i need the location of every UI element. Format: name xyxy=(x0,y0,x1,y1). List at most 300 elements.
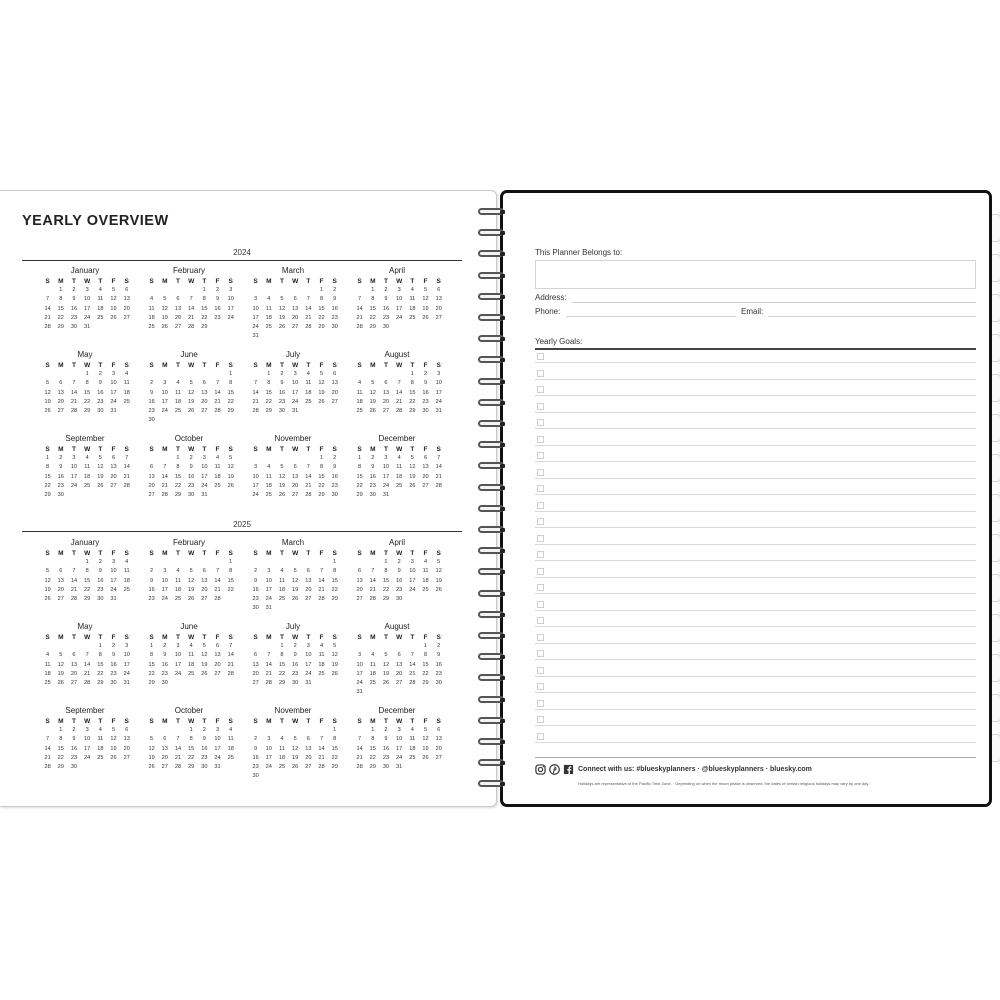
day-cell: 12 xyxy=(57,661,64,668)
day-cell: 23 xyxy=(396,586,403,593)
day-cell: 3 xyxy=(229,287,233,293)
weekday-header: T xyxy=(410,550,415,557)
index-tab[interactable] xyxy=(992,654,1000,682)
index-tab[interactable] xyxy=(992,374,1000,402)
weekday-header: T xyxy=(279,634,284,641)
weekday-header: T xyxy=(98,362,103,369)
empty-cell xyxy=(171,370,184,379)
day-cell: 15 xyxy=(369,305,376,312)
goal-line[interactable] xyxy=(535,626,976,627)
day-cell: 13 xyxy=(214,652,221,659)
day-cell: 8 xyxy=(189,736,193,743)
day-cell: 21 xyxy=(174,754,182,761)
month-grid xyxy=(353,361,441,416)
empty-cell xyxy=(158,454,171,463)
day-cell: 17 xyxy=(123,661,130,668)
index-tab[interactable] xyxy=(992,574,1000,602)
goal-checkbox[interactable] xyxy=(537,353,544,360)
day-cell: 8 xyxy=(371,296,375,303)
weekday-header: S xyxy=(332,362,337,369)
day-cell: 28 xyxy=(44,324,51,331)
day-cell: 7 xyxy=(215,380,220,387)
day-cell: 10 xyxy=(252,305,259,312)
day-cell: 3 xyxy=(163,380,167,387)
day-cell: 26 xyxy=(278,324,286,331)
day-cell: 9 xyxy=(111,652,116,659)
day-cell: 20 xyxy=(435,305,442,312)
day-cell: 14 xyxy=(84,661,91,668)
day-cell: 22 xyxy=(44,482,51,489)
index-tab[interactable] xyxy=(992,494,1000,522)
day-cell: 16 xyxy=(201,745,208,752)
day-cell: 5 xyxy=(59,652,63,659)
day-cell: 14 xyxy=(252,389,259,396)
day-cell: 16 xyxy=(278,389,286,396)
goal-checkbox[interactable] xyxy=(537,683,544,690)
goal-checkbox[interactable] xyxy=(537,617,544,624)
day-cell: 12 xyxy=(292,745,299,752)
day-cell: 29 xyxy=(44,492,51,499)
day-cell: 4 xyxy=(319,643,324,649)
weekday-header: W xyxy=(84,634,91,641)
index-tab[interactable] xyxy=(992,414,1000,442)
day-cell: 12 xyxy=(188,389,195,396)
day-cell: 31 xyxy=(356,689,363,696)
empty-cell xyxy=(158,370,171,379)
spiral-ring xyxy=(476,673,528,683)
spiral-ring xyxy=(476,207,528,217)
day-cell: 3 xyxy=(85,287,89,293)
goal-checkbox[interactable] xyxy=(537,452,544,459)
weekday-header: T xyxy=(175,278,180,285)
index-tab[interactable] xyxy=(992,734,1000,762)
weekday-header: M xyxy=(266,634,272,641)
day-cell: 29 xyxy=(331,764,338,771)
day-cell: 6 xyxy=(333,371,337,377)
day-cell: 28 xyxy=(356,324,363,331)
month-grid xyxy=(41,717,129,772)
day-cell: 30 xyxy=(188,492,195,499)
index-tab[interactable] xyxy=(992,454,1000,482)
weekday-header: S xyxy=(124,718,129,725)
day-cell: 16 xyxy=(292,661,299,668)
day-cell: 11 xyxy=(422,568,429,575)
day-cell: 26 xyxy=(44,596,51,603)
day-cell: 2 xyxy=(72,287,76,293)
day-cell: 6 xyxy=(163,736,167,743)
day-cell: 28 xyxy=(70,408,78,415)
month-name: March xyxy=(281,266,305,275)
day-cell: 1 xyxy=(59,287,63,293)
goal-line[interactable] xyxy=(535,362,976,363)
day-cell: 18 xyxy=(318,661,325,668)
day-cell: 14 xyxy=(356,305,363,312)
goal-line[interactable] xyxy=(535,610,976,611)
weekday-header: M xyxy=(162,278,168,285)
day-cell: 19 xyxy=(227,473,234,480)
day-cell: 27 xyxy=(305,596,312,603)
day-cell: 6 xyxy=(125,287,129,293)
day-cell: 11 xyxy=(123,380,130,387)
day-cell: 2 xyxy=(333,455,337,461)
goal-checkbox[interactable] xyxy=(537,436,544,443)
day-cell: 19 xyxy=(292,754,299,761)
day-cell: 25 xyxy=(369,680,376,687)
day-cell: 19 xyxy=(161,314,168,321)
owner-name-field[interactable] xyxy=(535,260,976,289)
day-cell: 3 xyxy=(384,455,388,461)
weekday-header: W xyxy=(84,278,91,285)
weekday-header: T xyxy=(71,278,76,285)
goal-checkbox[interactable] xyxy=(537,667,544,674)
day-cell: 28 xyxy=(396,408,403,415)
day-cell: 17 xyxy=(396,305,403,312)
day-cell: 14 xyxy=(265,661,272,668)
index-tab[interactable] xyxy=(992,294,1000,322)
goal-line[interactable] xyxy=(535,478,976,479)
weekday-header: S xyxy=(332,278,337,285)
day-cell: 5 xyxy=(98,455,102,461)
email-line[interactable] xyxy=(768,316,976,317)
weekday-header: T xyxy=(306,718,311,725)
weekday-header: M xyxy=(58,718,64,725)
weekday-header: T xyxy=(98,278,103,285)
goal-checkbox[interactable] xyxy=(537,403,544,410)
day-cell: 14 xyxy=(123,464,130,471)
weekday-header: T xyxy=(175,634,180,641)
weekday-header: T xyxy=(71,634,76,641)
day-cell: 21 xyxy=(227,661,234,668)
empty-cell xyxy=(302,558,315,567)
month-name: September xyxy=(65,434,105,443)
day-cell: 16 xyxy=(70,745,78,752)
goal-checkbox[interactable] xyxy=(537,535,544,542)
weekday-header: T xyxy=(410,718,415,725)
goal-line[interactable] xyxy=(535,428,976,429)
day-cell: 8 xyxy=(176,464,180,471)
day-cell: 12 xyxy=(369,389,376,396)
day-cell: 29 xyxy=(148,680,155,687)
day-cell: 16 xyxy=(422,389,429,396)
empty-cell xyxy=(81,642,94,651)
day-cell: 7 xyxy=(306,464,310,471)
index-tab[interactable] xyxy=(992,214,1000,242)
day-cell: 15 xyxy=(278,661,286,668)
day-cell: 9 xyxy=(293,652,297,659)
day-cell: 10 xyxy=(84,736,91,743)
day-cell: 12 xyxy=(44,577,51,584)
month-grid xyxy=(41,445,129,500)
day-cell: 31 xyxy=(305,680,312,687)
goal-checkbox[interactable] xyxy=(537,634,544,641)
day-cell: 22 xyxy=(369,754,376,761)
day-cell: 24 xyxy=(84,754,91,761)
day-cell: 13 xyxy=(305,745,312,752)
empty-cell xyxy=(145,558,158,567)
weekday-header: S xyxy=(228,362,233,369)
day-cell: 5 xyxy=(437,559,441,565)
phone-line[interactable] xyxy=(566,316,736,317)
weekday-header: W xyxy=(188,718,195,725)
weekday-header: S xyxy=(253,278,258,285)
weekday-header: W xyxy=(292,446,299,453)
spiral-ring xyxy=(476,567,528,577)
spiral-ring xyxy=(476,249,528,259)
goal-checkbox[interactable] xyxy=(537,502,544,509)
day-cell: 8 xyxy=(98,652,102,659)
day-cell: 11 xyxy=(279,577,285,584)
goal-line[interactable] xyxy=(535,379,976,380)
day-cell: 2 xyxy=(437,643,441,649)
goal-line[interactable] xyxy=(535,659,976,660)
day-cell: 28 xyxy=(227,670,234,677)
spiral-ring xyxy=(476,228,528,238)
day-cell: 24 xyxy=(382,482,390,489)
weekday-header: T xyxy=(306,278,311,285)
day-cell: 14 xyxy=(188,305,195,312)
index-tab[interactable] xyxy=(992,534,1000,562)
goal-checkbox[interactable] xyxy=(537,419,544,426)
day-cell: 12 xyxy=(188,577,195,584)
month-november-2025 xyxy=(249,706,337,782)
day-cell: 26 xyxy=(331,670,338,677)
weekday-header: T xyxy=(306,550,311,557)
goal-line[interactable] xyxy=(535,445,976,446)
index-tab[interactable] xyxy=(992,254,1000,282)
day-cell: 1 xyxy=(319,287,324,293)
index-tab[interactable] xyxy=(992,694,1000,722)
day-cell: 21 xyxy=(356,314,363,321)
goal-checkbox[interactable] xyxy=(537,518,544,525)
day-cell: 4 xyxy=(189,643,193,649)
empty-cell xyxy=(353,726,366,735)
day-cell: 19 xyxy=(318,389,325,396)
day-cell: 30 xyxy=(278,408,286,415)
goal-checkbox[interactable] xyxy=(537,700,544,707)
weekday-header: W xyxy=(396,634,403,641)
weekday-header: S xyxy=(124,278,129,285)
goal-line[interactable] xyxy=(535,725,976,726)
empty-cell xyxy=(289,558,302,567)
goal-line[interactable] xyxy=(535,511,976,512)
day-cell: 8 xyxy=(410,380,414,387)
day-cell: 5 xyxy=(371,380,375,387)
goal-line[interactable] xyxy=(535,692,976,693)
day-cell: 5 xyxy=(280,464,284,471)
day-cell: 4 xyxy=(280,568,284,575)
day-cell: 24 xyxy=(174,670,182,677)
goal-line[interactable] xyxy=(535,412,976,413)
weekday-header: S xyxy=(45,278,50,285)
day-cell: 10 xyxy=(305,652,312,659)
day-cell: 14 xyxy=(305,305,312,312)
goal-line[interactable] xyxy=(535,461,976,462)
day-cell: 31 xyxy=(214,764,221,771)
weekday-header: W xyxy=(84,718,91,725)
day-cell: 17 xyxy=(252,482,259,489)
day-cell: 26 xyxy=(227,482,234,489)
day-cell: 25 xyxy=(318,670,325,677)
goal-line[interactable] xyxy=(535,527,976,528)
day-cell: 28 xyxy=(188,324,195,331)
goal-checkbox[interactable] xyxy=(537,650,544,657)
day-cell: 8 xyxy=(229,568,233,575)
month-grid xyxy=(249,549,337,614)
goal-line[interactable] xyxy=(535,577,976,578)
day-cell: 14 xyxy=(214,577,221,584)
day-cell: 27 xyxy=(292,492,299,499)
day-cell: 25 xyxy=(188,670,195,677)
goal-line[interactable] xyxy=(535,395,976,396)
day-cell: 29 xyxy=(369,324,376,331)
day-cell: 7 xyxy=(229,643,233,649)
goal-line[interactable] xyxy=(535,742,976,743)
day-cell: 2 xyxy=(423,371,428,377)
day-cell: 18 xyxy=(278,586,286,593)
spiral-binding xyxy=(476,207,528,787)
day-cell: 14 xyxy=(305,473,312,480)
day-cell: 28 xyxy=(214,596,221,603)
day-cell: 27 xyxy=(174,324,182,331)
day-cell: 21 xyxy=(188,314,195,321)
day-cell: 3 xyxy=(397,727,401,733)
day-cell: 7 xyxy=(358,296,362,303)
day-cell: 1 xyxy=(333,727,337,733)
goal-line[interactable] xyxy=(535,544,976,545)
day-cell: 7 xyxy=(410,652,414,659)
day-cell: 23 xyxy=(369,482,376,489)
day-cell: 8 xyxy=(280,652,284,659)
weekday-header: S xyxy=(253,718,258,725)
address-line[interactable] xyxy=(572,302,976,303)
connect-text: Connect with us: #blueskyplanners · @blueskyplanners · bluesky.com xyxy=(578,766,812,773)
goal-line[interactable] xyxy=(535,676,976,677)
goal-line[interactable] xyxy=(535,560,976,561)
goal-checkbox[interactable] xyxy=(537,568,544,575)
goal-line[interactable] xyxy=(535,593,976,594)
month-name: November xyxy=(274,706,312,715)
month-may-2024 xyxy=(41,350,129,416)
day-cell: 17 xyxy=(252,314,259,321)
goal-checkbox[interactable] xyxy=(537,551,544,558)
day-cell: 31 xyxy=(292,408,299,415)
day-cell: 25 xyxy=(278,596,286,603)
day-cell: 17 xyxy=(356,670,363,677)
empty-cell xyxy=(262,286,275,295)
day-cell: 7 xyxy=(319,736,324,743)
weekday-header: W xyxy=(292,278,299,285)
day-cell: 21 xyxy=(44,314,51,321)
day-cell: 22 xyxy=(148,670,155,677)
day-cell: 31 xyxy=(252,333,259,340)
weekday-header: F xyxy=(423,278,428,285)
day-cell: 29 xyxy=(318,324,325,331)
day-cell: 26 xyxy=(148,764,155,771)
day-cell: 20 xyxy=(422,473,429,480)
day-cell: 22 xyxy=(318,482,325,489)
month-grid xyxy=(41,633,129,688)
day-cell: 11 xyxy=(188,652,195,659)
weekday-header: S xyxy=(45,634,50,641)
day-cell: 5 xyxy=(229,455,233,461)
goal-checkbox[interactable] xyxy=(537,469,544,476)
empty-cell xyxy=(41,558,54,567)
day-cell: 22 xyxy=(57,314,64,321)
day-cell: 8 xyxy=(150,652,154,659)
goal-checkbox[interactable] xyxy=(537,386,544,393)
day-cell: 20 xyxy=(70,670,78,677)
month-february-2024 xyxy=(145,266,233,332)
day-cell: 30 xyxy=(161,680,168,687)
weekday-header: F xyxy=(423,634,428,641)
goal-line[interactable] xyxy=(535,643,976,644)
day-cell: 21 xyxy=(356,754,363,761)
goal-checkbox[interactable] xyxy=(537,601,544,608)
index-tab[interactable] xyxy=(992,614,1000,642)
day-cell: 28 xyxy=(305,324,312,331)
spiral-ring xyxy=(476,716,528,726)
day-cell: 24 xyxy=(409,586,416,593)
month-september-2024 xyxy=(41,434,129,500)
index-tab[interactable] xyxy=(992,334,1000,362)
day-cell: 27 xyxy=(57,596,64,603)
month-august-2025 xyxy=(353,622,441,698)
weekday-header: S xyxy=(357,446,362,453)
goal-checkbox[interactable] xyxy=(537,370,544,377)
goal-checkbox[interactable] xyxy=(537,485,544,492)
day-cell: 10 xyxy=(110,380,117,387)
goal-checkbox[interactable] xyxy=(537,716,544,723)
day-cell: 1 xyxy=(229,371,233,377)
day-cell: 30 xyxy=(70,324,78,331)
goal-line[interactable] xyxy=(535,709,976,710)
day-cell: 28 xyxy=(84,680,91,687)
day-cell: 24 xyxy=(435,398,442,405)
day-cell: 10 xyxy=(110,568,117,575)
day-cell: 3 xyxy=(437,371,441,377)
day-cell: 21 xyxy=(84,670,91,677)
day-cell: 31 xyxy=(110,408,117,415)
weekday-header: T xyxy=(202,550,207,557)
goal-checkbox[interactable] xyxy=(537,584,544,591)
day-cell: 8 xyxy=(358,464,362,471)
day-cell: 26 xyxy=(382,680,390,687)
day-cell: 11 xyxy=(396,464,403,471)
day-cell: 16 xyxy=(214,305,221,312)
day-cell: 20 xyxy=(148,482,155,489)
empty-cell xyxy=(275,558,288,567)
day-cell: 16 xyxy=(148,398,155,405)
day-cell: 23 xyxy=(292,670,299,677)
spiral-ring xyxy=(476,483,528,493)
weekday-header: M xyxy=(162,446,168,453)
day-cell: 22 xyxy=(382,586,390,593)
month-december-2025 xyxy=(353,706,441,772)
day-cell: 19 xyxy=(278,314,286,321)
day-cell: 17 xyxy=(201,473,208,480)
weekday-header: W xyxy=(292,634,299,641)
day-cell: 23 xyxy=(331,482,338,489)
index-tabs xyxy=(992,214,1000,784)
day-cell: 31 xyxy=(396,764,403,771)
empty-cell xyxy=(302,726,315,735)
goal-checkbox[interactable] xyxy=(537,733,544,740)
day-cell: 27 xyxy=(110,482,117,489)
day-cell: 25 xyxy=(214,482,221,489)
empty-cell xyxy=(67,558,80,567)
day-cell: 29 xyxy=(278,680,286,687)
goal-line[interactable] xyxy=(535,494,976,495)
